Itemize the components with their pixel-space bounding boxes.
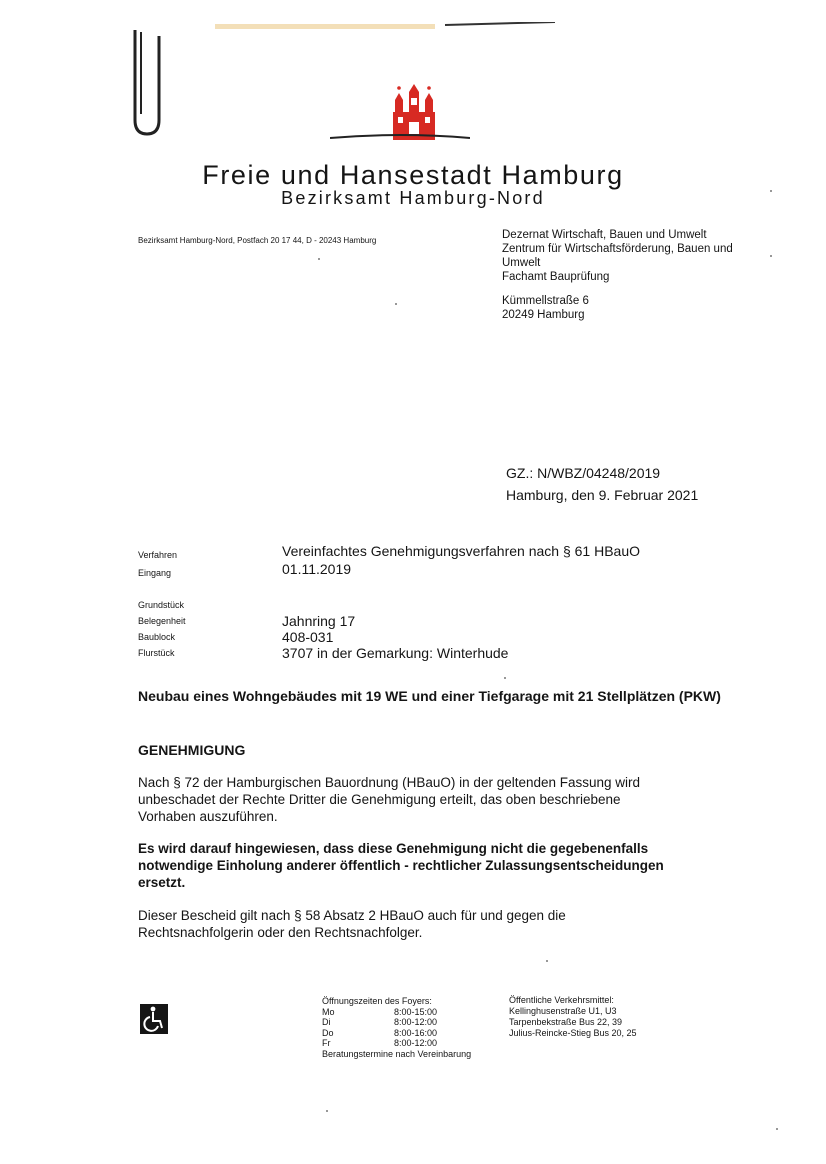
field-value: Vereinfachtes Genehmigungsverfahren nach § 61 HBauO xyxy=(282,543,641,559)
hours-note: Beratungstermine nach Vereinbarung xyxy=(322,1048,472,1059)
letter-date: Hamburg, den 9. Februar 2021 xyxy=(506,487,699,503)
paper-clip xyxy=(132,28,162,138)
paragraph-line: Rechtsnachfolgerin oder den Rechtsnachfolger. xyxy=(138,925,423,940)
department-line: Zentrum für Wirtschaftsförderung, Bauen und xyxy=(502,243,733,255)
paragraph-line: ersetzt. xyxy=(138,875,186,890)
scan-speck xyxy=(395,303,397,305)
page-title: Freie und Hansestadt Hamburg xyxy=(202,160,624,190)
field-value: 408-031 xyxy=(282,629,334,645)
field-label: Flurstück xyxy=(138,648,175,658)
hours-title: Öffnungszeiten des Foyers: xyxy=(322,996,432,1006)
paragraph-line: Nach § 72 der Hamburgischen Bauordnung (HBauO) in der geltenden Fassung wird xyxy=(138,775,641,790)
field-label: Baublock xyxy=(138,632,176,642)
scan-speck xyxy=(546,960,548,962)
section-heading: GENEHMIGUNG xyxy=(138,742,246,758)
scan-speck xyxy=(504,677,506,679)
hours-row xyxy=(322,1028,471,1039)
transit-line: Tarpenbekstraße Bus 22, 39 xyxy=(509,1017,623,1027)
field-value: 3707 in der Gemarkung: Winterhude xyxy=(282,645,509,661)
scan-speck xyxy=(770,255,772,257)
scan-speck xyxy=(770,190,772,192)
scan-speck xyxy=(326,1110,328,1112)
paragraph-line: Dieser Bescheid gilt nach § 58 Absatz 2 HBauO auch für und gegen die xyxy=(138,908,566,923)
reference-block xyxy=(506,462,698,506)
department-line: Fachamt Bauprüfung xyxy=(502,271,610,283)
logo-underline xyxy=(330,128,470,150)
scan-speck xyxy=(776,1128,778,1130)
address-street: Kümmellstraße 6 xyxy=(502,295,589,307)
field-label: Belegenheit xyxy=(138,616,186,626)
field-value: Jahnring 17 xyxy=(282,613,356,629)
field-label: Eingang xyxy=(138,568,172,578)
hours-row xyxy=(322,1017,471,1028)
transit-line: Julius-Reincke-Stieg Bus 20, 25 xyxy=(509,1028,637,1038)
department-line: Dezernat Wirtschaft, Bauen und Umwelt xyxy=(502,229,707,241)
field-label: Grundstück xyxy=(138,600,185,610)
hours-row xyxy=(322,1038,471,1049)
sender-line: Bezirksamt Hamburg-Nord, Postfach 20 17 44, D - 20243 Hamburg xyxy=(138,236,377,245)
hours-row xyxy=(322,1007,471,1018)
scan-artifact-strip xyxy=(215,22,555,30)
hours-time: 8:00-16:00 xyxy=(394,1027,438,1038)
department-address xyxy=(502,294,589,322)
reference-number: GZ.: N/WBZ/04248/2019 xyxy=(506,465,661,481)
hours-day: Do xyxy=(322,1027,334,1038)
wheelchair-icon xyxy=(140,1004,168,1034)
hours-day: Fr xyxy=(322,1038,331,1048)
department-block xyxy=(502,228,742,284)
hours-day: Mo xyxy=(322,1006,335,1017)
department-line: Umwelt xyxy=(502,257,541,269)
field-label: Verfahren xyxy=(138,550,178,560)
paragraph-permit xyxy=(138,774,678,825)
hours-time: 8:00-15:00 xyxy=(394,1006,438,1017)
public-transport xyxy=(509,995,637,1039)
address-city: 20249 Hamburg xyxy=(502,309,585,321)
page-subtitle: Bezirksamt Hamburg-Nord xyxy=(281,188,545,208)
paragraph-line: Es wird darauf hingewiesen, dass diese Genehmigung nicht die gegebenenfalls xyxy=(138,841,649,856)
hours-time: 8:00-12:00 xyxy=(394,1038,438,1048)
hours-day: Di xyxy=(322,1017,331,1027)
paragraph-line: Vorhaben auszuführen. xyxy=(138,809,278,824)
transit-title: Öffentliche Verkehrsmittel: xyxy=(509,995,614,1005)
paragraph-notice xyxy=(138,840,678,891)
paragraph-line: unbeschadet der Rechte Dritter die Genehmigung erteilt, das oben beschriebene xyxy=(138,792,621,807)
opening-hours xyxy=(322,996,471,1059)
paragraph-line: notwendige Einholung anderer öffentlich - rechtlicher Zulassungsentscheidungen xyxy=(138,858,664,873)
scan-speck xyxy=(318,258,320,260)
transit-line: Kellinghusenstraße U1, U3 xyxy=(509,1006,617,1016)
subject-line: Neubau eines Wohngebäudes mit 19 WE und einer Tiefgarage mit 21 Stellplätzen (PKW) xyxy=(138,688,721,704)
hours-time: 8:00-12:00 xyxy=(394,1017,438,1027)
paragraph-successor xyxy=(138,907,678,941)
field-value: 01.11.2019 xyxy=(282,561,352,577)
